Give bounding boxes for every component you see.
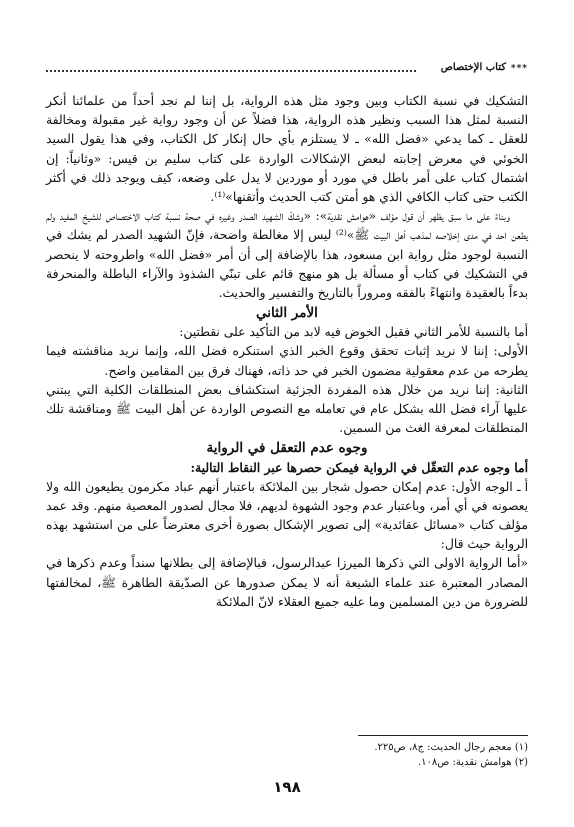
running-header bbox=[46, 62, 528, 80]
paragraph: «أما الرواية الاولى التي ذكرها الميرزا عبدالرسول، فبالإضافة إلى بطلانها سنداً وعدم ذكرها في المصادر المعتبرة عند علماء الشيعة أنه لا يمكن صدورها عن الصدّيقة الطاهرة ﷺ، لمخالفتها للضرورة من دين المسلمين وما عليه جميع العقلاء لانّ الملائكة bbox=[46, 556, 528, 609]
bold-paragraph: أما وجوه عدم التعقّل في الرواية فيمكن حصرها عبر النقاط التالية: bbox=[190, 460, 528, 476]
paragraph: أ ـ الوجه الأول: عدم إمكان حصول شجار بين الملائكة باعتبار أنهم عباد مكرمون يطيعون الله ولا يعصونه في أي أمر، وباعتبار عدم وجود الشهوة لديهم، فلا مجال لصدور المعصية منهم. وقد عمد مؤلف كتاب «مسائل عقائدية» إلى تصوير الإشكال بصورة أخرى معترضاً على من استشهد بهذه الرواية حيث قال: bbox=[46, 479, 528, 552]
paragraph: أما بالنسبة للأمر الثاني فقبل الخوض فيه لابد من التأكيد على نقطتين: bbox=[179, 325, 528, 340]
header-stars: *** bbox=[510, 64, 528, 74]
paragraph: الثانية: إننا نريد من خلال هذه المفردة الجزئية استكشاف بعض المنطلقات الكلية التي يبتني عليها آراء فضل الله بشكل عام في تعامله مع النصوص الواردة عن أهل البيت ﷺ ومناقشة تلك المنطلقات لمعرفة الغث من السمين. bbox=[46, 382, 528, 436]
paragraph: الأولى: إننا لا نريد إثبات تحقق وقوع الخبر الذي استنكره فضل الله، وإنما نريد مناقشته فيما يطرحه من عدم معقولية مضمون الخبر في حد ذاته، فهناك فرق بين المقامين واضح. bbox=[46, 344, 528, 378]
footnotes bbox=[46, 740, 528, 770]
page-number: ١٩٨ bbox=[273, 778, 301, 796]
header-rule bbox=[46, 70, 416, 72]
section-heading: وجوه عدم التعقل في الرواية bbox=[206, 440, 368, 457]
body-text bbox=[46, 92, 528, 612]
header-title: كتاب الإختصاص bbox=[440, 62, 506, 73]
footnote: (١) معجم رجال الحديث: ج٨، ص٢٢٥. bbox=[374, 742, 528, 753]
footnote: (٢) هوامش نقدية: ص١٠٨. bbox=[417, 757, 528, 768]
paragraph: وبناءً على ما سبق يظهر أن قول مؤلف «هوامش نقدية»: «وشكّ الشهيد الصدر وغيره في صحة نسبة كتاب الاختصاص للشيخ المفيد ولم يطعن احد في مدى إخلاصه لمذهب أهل البيت ﷺ»⁽²⁾ ليس إلا مغالطة واضحة، فإنّ الشهيد الصدر لم يشك في النسبة لوجود مثل رواية ابن مسعود، هذا بالإضافة إلى أن أمر «فضل الله» واطروحته لا ينحصر في التشكيك في كتاب أو مسألة بل هو منهج قائم على تبنّي الشذوذ والآراء الباطلة والمنحرفة بدءاً بالعقيدة وانتهاءً بالفقه ومروراً بالتاريخ والتفسير والحديث. bbox=[46, 209, 528, 301]
section-heading: الأمر الثاني bbox=[256, 305, 318, 322]
footnote-rule bbox=[358, 735, 528, 736]
paragraph: التشكيك في نسبة الكتاب وبين وجود مثل هذه الرواية، بل إننا لم نجد أحداً من علمائنا أنكر النسبة لمثل هذا السبب ونظير هذه الرواية، هذا فضلاً عن أن وجود رواية غير مقبولة ومخالفة للعقل ـ كما يدعي «فضل الله» ـ لا يستلزم بأي حال إنكار كل الكتاب، وفي هذا يقول السيد الخوئي في معرض إجابته لبعض الإشكالات الواردة على كتاب سليم بن قيس: «وثانياً: إن اشتمال كتاب على أمر باطل في مورد أو موردين لا يدل على وضعه، كيف ويوجد ذلك في أكثر الكتب حتى كتاب الكافي الذي هو أمتن كتب الحديث وأتقنها»⁽¹⁾. bbox=[46, 94, 528, 205]
